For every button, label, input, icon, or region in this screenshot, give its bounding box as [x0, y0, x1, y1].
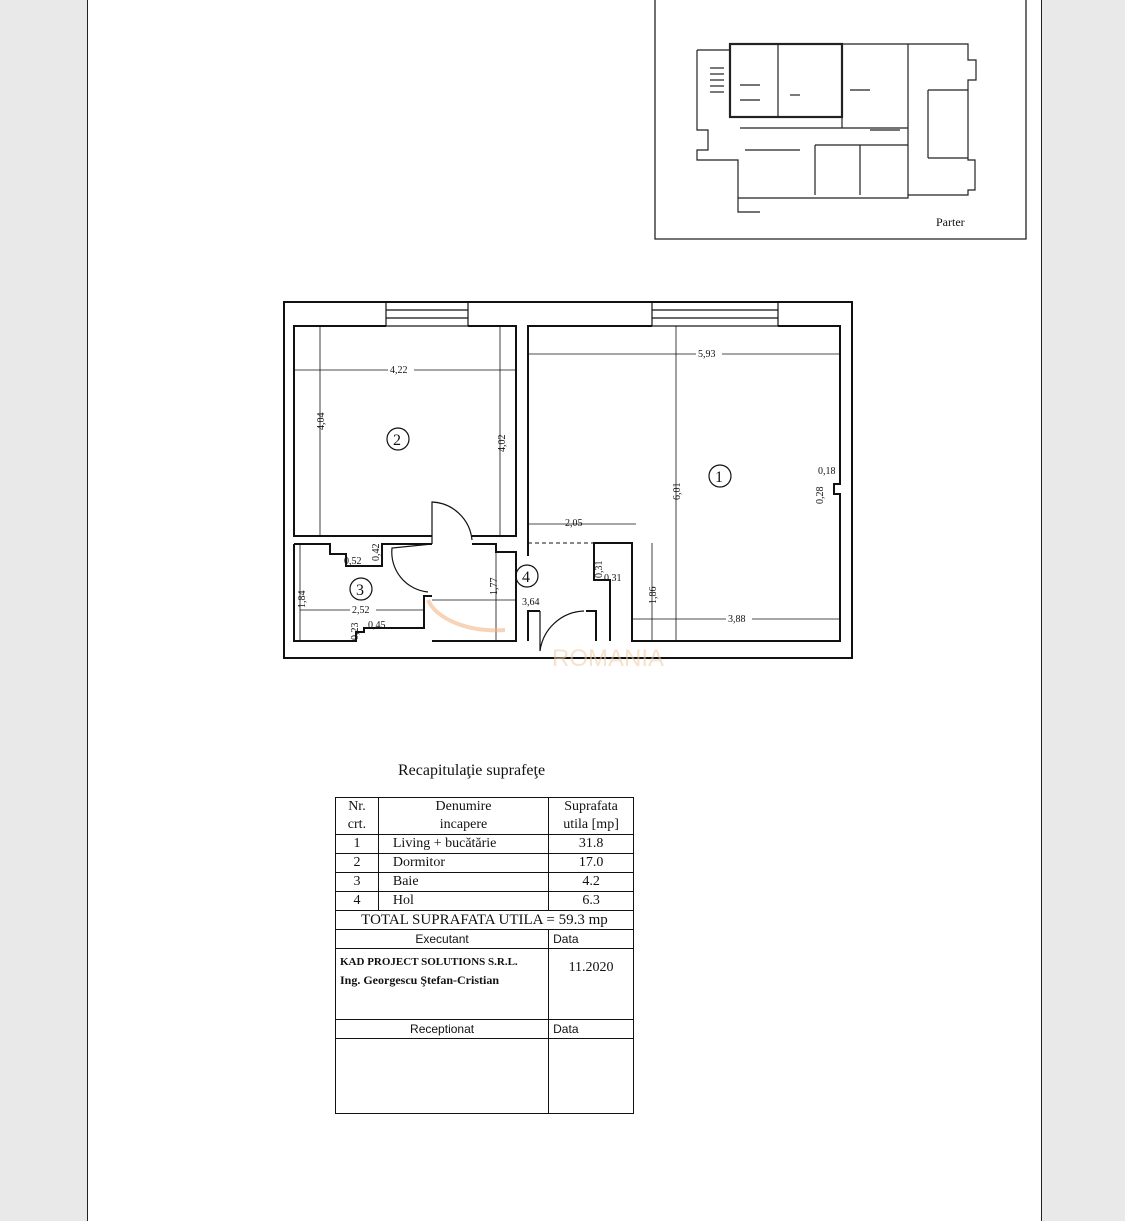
dim-bath-b: 0,42 [371, 543, 382, 561]
table-row: 2 Dormitor 17.0 [336, 854, 634, 873]
dimension-labels [297, 347, 836, 640]
dim-room1-width: 5,93 [698, 349, 716, 360]
table-row: 4 Hol 6.3 [336, 892, 634, 911]
data-label: Data [549, 930, 634, 949]
room-number-2: 2 [393, 432, 401, 449]
dim-col-a: 0,31 [594, 560, 605, 578]
dim-room2-height-right: 4,02 [497, 434, 508, 452]
dimension-lines [294, 326, 840, 641]
summary-title: Recapitulaţie suprafeţe [398, 762, 546, 779]
data-label-2: Data [549, 1020, 634, 1039]
receptionat-row [336, 1039, 634, 1114]
dim-bath-c: 0,45 [368, 620, 386, 631]
header-nr-2: crt. [347, 817, 367, 832]
total-row [336, 911, 634, 930]
company-name: KAD PROJECT SOLUTIONS S.R.L. [340, 956, 518, 968]
room-markers [350, 428, 731, 600]
dim-bath-d: 0,23 [350, 622, 361, 640]
header-nr-1: Nr. [348, 799, 366, 814]
dim-niche-b: 0,28 [815, 486, 826, 504]
executant-row [336, 949, 634, 1020]
dim-room1-height: 6,01 [672, 482, 683, 500]
header-area-1: Suprafata [564, 799, 618, 814]
header-name-1: Denumire [435, 799, 492, 814]
area-summary-table [335, 797, 634, 1114]
table-header [336, 798, 634, 835]
watermark [428, 600, 664, 672]
header-area-2: utila [mp] [563, 817, 619, 832]
executant-label: Executant [336, 930, 549, 949]
key-plan-label: Parter [936, 215, 965, 229]
receptionat-header-row [336, 1020, 634, 1039]
dim-kitchen-h: 1,86 [648, 586, 659, 604]
date-value: 11.2020 [549, 949, 634, 1020]
dim-bath-h: 1,84 [297, 590, 308, 608]
watermark-text: ROMANIA [552, 645, 665, 672]
dim-col-b: 0,31 [604, 573, 622, 584]
engineer-name: Ing. Georgescu Ştefan-Cristian [340, 973, 499, 987]
key-plan [655, 0, 1026, 239]
dim-hall-offset: 2,05 [565, 518, 583, 529]
total-area: TOTAL SUPRAFATA UTILA = 59.3 mp [336, 911, 634, 930]
executant-header-row [336, 930, 634, 949]
room-number-4: 4 [522, 569, 530, 586]
dim-hall-h: 1,77 [489, 577, 500, 595]
dim-kitchen-len: 3,88 [728, 614, 746, 625]
dim-room2-width: 4,22 [390, 365, 408, 376]
receptionat-label: Receptionat [336, 1020, 549, 1039]
table-row: 1 Living + bucătărie 31.8 [336, 835, 634, 854]
dim-hall-len: 3,64 [522, 597, 540, 608]
dim-room2-height-left: 4,04 [316, 412, 327, 430]
dim-bath-w: 2,52 [352, 605, 370, 616]
table-row: 3 Baie 4.2 [336, 873, 634, 892]
dim-bath-a: 0,52 [344, 556, 362, 567]
dim-niche-a: 0,18 [818, 466, 836, 477]
room-number-3: 3 [356, 582, 364, 599]
header-name-2: incapere [439, 817, 488, 832]
room-number-1: 1 [715, 469, 723, 486]
